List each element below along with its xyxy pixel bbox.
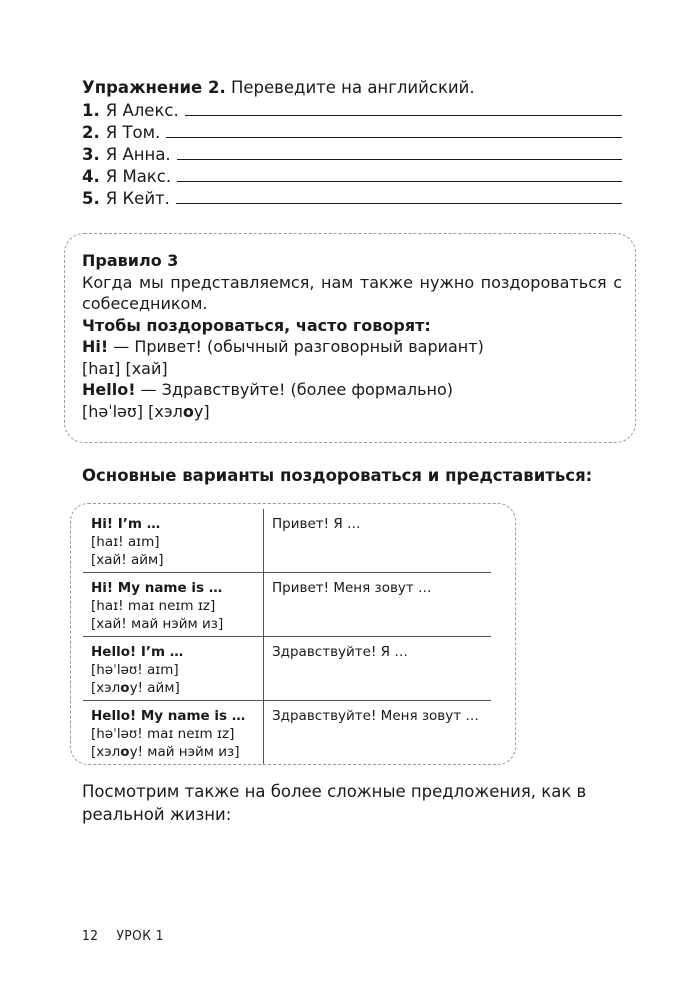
exercise-item — [82, 120, 622, 142]
hi-pronunciation: [haɪ] [хай] — [82, 358, 168, 378]
pron-stress: о — [120, 680, 130, 696]
item-number: 5. — [82, 189, 100, 208]
section-title: Основные варианты поздороваться и представиться: — [82, 466, 593, 485]
item-number: 2. — [82, 123, 100, 142]
pron-part: у! айм] — [129, 680, 180, 696]
rule-text-line3: Чтобы поздороваться, часто говорят: — [82, 315, 431, 335]
item-text: Я Том. — [105, 123, 161, 142]
pron-stress: о — [120, 744, 130, 760]
phrase-cell — [83, 637, 264, 700]
hi-meaning: — Привет! (обычный разговорный вариант) — [108, 337, 484, 356]
exercise-item — [82, 186, 622, 208]
phrase-russian-pron — [91, 743, 263, 761]
item-number: 4. — [82, 167, 100, 186]
rule-text-line2: собеседником. — [82, 294, 208, 313]
item-text: Я Алекс. — [105, 101, 179, 120]
hello-word: Hello! — [82, 380, 136, 399]
rule-hello-line — [82, 379, 622, 401]
phrase-russian-pron: [хай! май нэйм из] — [91, 616, 224, 632]
closing-paragraph: Посмотрим также на более сложные предложения, как в реальной жизни: — [82, 782, 587, 824]
answer-line[interactable] — [177, 158, 622, 160]
hello-meaning: — Здравствуйте! (более формально) — [135, 380, 454, 399]
pron-part: [хэл — [91, 744, 121, 760]
hi-word: Hi! — [82, 337, 109, 356]
exercise-title-bold: Упражнение 2. — [82, 78, 226, 97]
rule-text-line1: Когда мы представляемся, нам также нужно поздороваться с — [82, 272, 622, 292]
translation-cell: Здравствуйте! Я … — [272, 644, 408, 660]
pron-part: [хэл — [91, 680, 121, 696]
answer-line[interactable] — [185, 114, 622, 116]
phrase-cell — [83, 573, 264, 636]
table-row — [83, 509, 491, 573]
answer-line[interactable] — [177, 180, 622, 182]
phrase-russian-pron — [91, 679, 263, 697]
exercise-item — [82, 164, 622, 186]
phrase-ipa: [haɪ! aɪm] — [91, 534, 160, 550]
phrase-english: Hello! My name is … — [91, 708, 246, 724]
phrase-english: Hi! I’m … — [91, 516, 161, 532]
exercise-title-rest: Переведите на английский. — [225, 78, 475, 97]
item-number: 3. — [82, 145, 100, 164]
item-number: 1. — [82, 101, 100, 120]
hello-pronunciation — [82, 401, 622, 423]
exercise-item — [82, 142, 622, 164]
item-text: Я Кейт. — [105, 189, 170, 208]
phrase-cell — [83, 509, 264, 572]
pron-part: у! май нэйм из] — [129, 744, 240, 760]
rule-box — [82, 250, 622, 422]
item-text: Я Анна. — [105, 145, 171, 164]
table-row — [83, 573, 491, 637]
page-footer — [82, 928, 182, 944]
rule-hi-line — [82, 336, 622, 358]
answer-line[interactable] — [176, 202, 622, 204]
translation-cell: Здравствуйте! Меня зовут … — [272, 708, 479, 724]
table-row — [83, 637, 491, 701]
table-row — [83, 701, 491, 764]
phrase-russian-pron: [хай! айм] — [91, 552, 164, 568]
item-text: Я Макс. — [105, 167, 172, 186]
exercise-item — [82, 98, 622, 120]
phrase-ipa: [haɪ! maɪ neɪm ɪz] — [91, 598, 216, 614]
answer-line[interactable] — [166, 136, 622, 138]
translation-cell: Привет! Меня зовут … — [272, 580, 432, 596]
phrase-ipa: [həˈləʊ! aɪm] — [91, 662, 179, 678]
page-number: 12 — [82, 928, 99, 944]
lesson-label: УРОК 1 — [116, 928, 164, 944]
phrase-english: Hello! I’m … — [91, 644, 184, 660]
hello-pron-part: у] — [193, 401, 210, 421]
hello-pron-stress: о — [182, 401, 194, 421]
phrase-cell — [83, 701, 264, 764]
translation-cell: Привет! Я … — [272, 516, 361, 532]
greetings-table — [83, 509, 491, 764]
phrase-english: Hi! My name is … — [91, 580, 223, 596]
exercise-title — [82, 78, 475, 97]
hello-pron-part: [həˈləʊ] [хэл — [82, 401, 183, 421]
rule-title: Правило 3 — [82, 251, 179, 270]
phrase-ipa: [həˈləʊ! maɪ neɪm ɪz] — [91, 726, 235, 742]
